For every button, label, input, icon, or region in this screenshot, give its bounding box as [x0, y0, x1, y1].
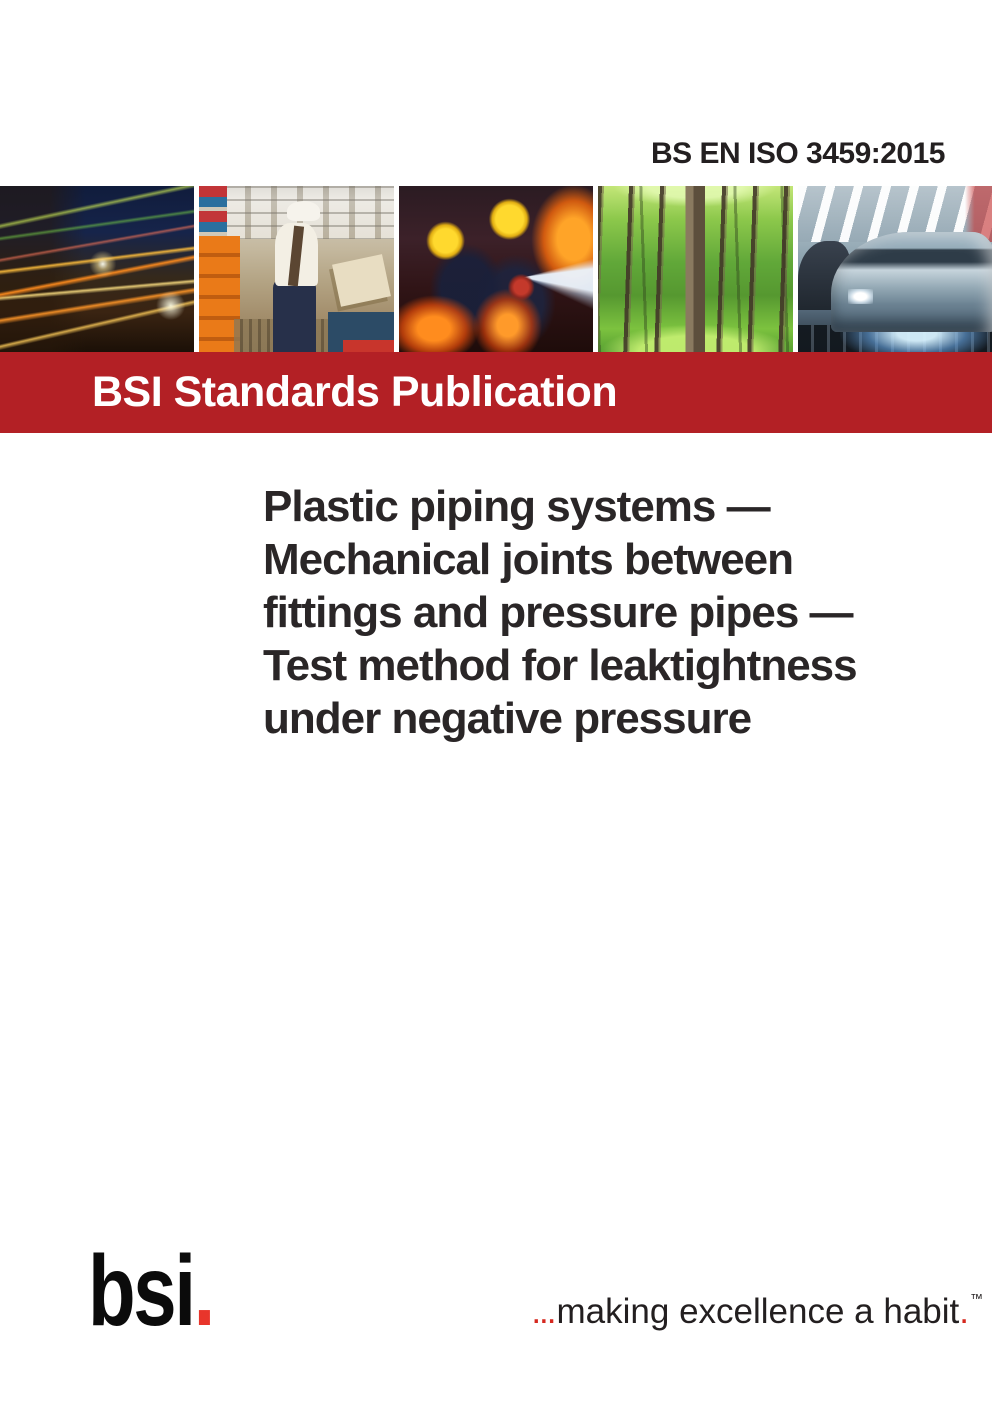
- bsi-logo-dot: .: [193, 1235, 216, 1347]
- photo-night-traffic-trails: [0, 186, 194, 352]
- title-line-5: under negative pressure: [263, 694, 752, 743]
- banner-label: BSI Standards Publication: [92, 368, 618, 416]
- tagline-text: making excellence a habit: [556, 1292, 960, 1331]
- tagline-period: .: [959, 1292, 969, 1331]
- worker-trousers-shape: [273, 281, 316, 352]
- title-line-2: Mechanical joints between: [263, 535, 794, 584]
- photo-firefighters: [399, 186, 593, 352]
- headlight-shape: [848, 289, 873, 304]
- warehouse-box-shape: [332, 254, 390, 307]
- photo-strip: [0, 186, 992, 352]
- photo-warehouse-worker: [199, 186, 393, 352]
- bsi-logo-text: bsi: [88, 1235, 194, 1347]
- photo-car-production-line: [798, 186, 992, 352]
- title-line-3: fittings and pressure pipes —: [263, 588, 853, 637]
- photo-forest: [598, 186, 792, 352]
- trademark-symbol: ™: [970, 1291, 983, 1306]
- tagline-ellipsis: ...: [531, 1292, 555, 1331]
- standard-reference: BS EN ISO 3459:2015: [650, 137, 945, 170]
- bsi-logo: [88, 1235, 216, 1347]
- warehouse-shelf-crates-shape: [199, 186, 226, 242]
- warehouse-red-bin-shape: [343, 340, 394, 352]
- tagline: [531, 1292, 983, 1329]
- title-line-1: Plastic piping systems —: [263, 482, 770, 531]
- red-banner: [0, 352, 992, 433]
- silver-car-shape: [831, 232, 992, 332]
- worker-cap-shape: [287, 201, 320, 221]
- title-line-4: Test method for leaktightness: [263, 641, 857, 690]
- document-title: [263, 480, 857, 745]
